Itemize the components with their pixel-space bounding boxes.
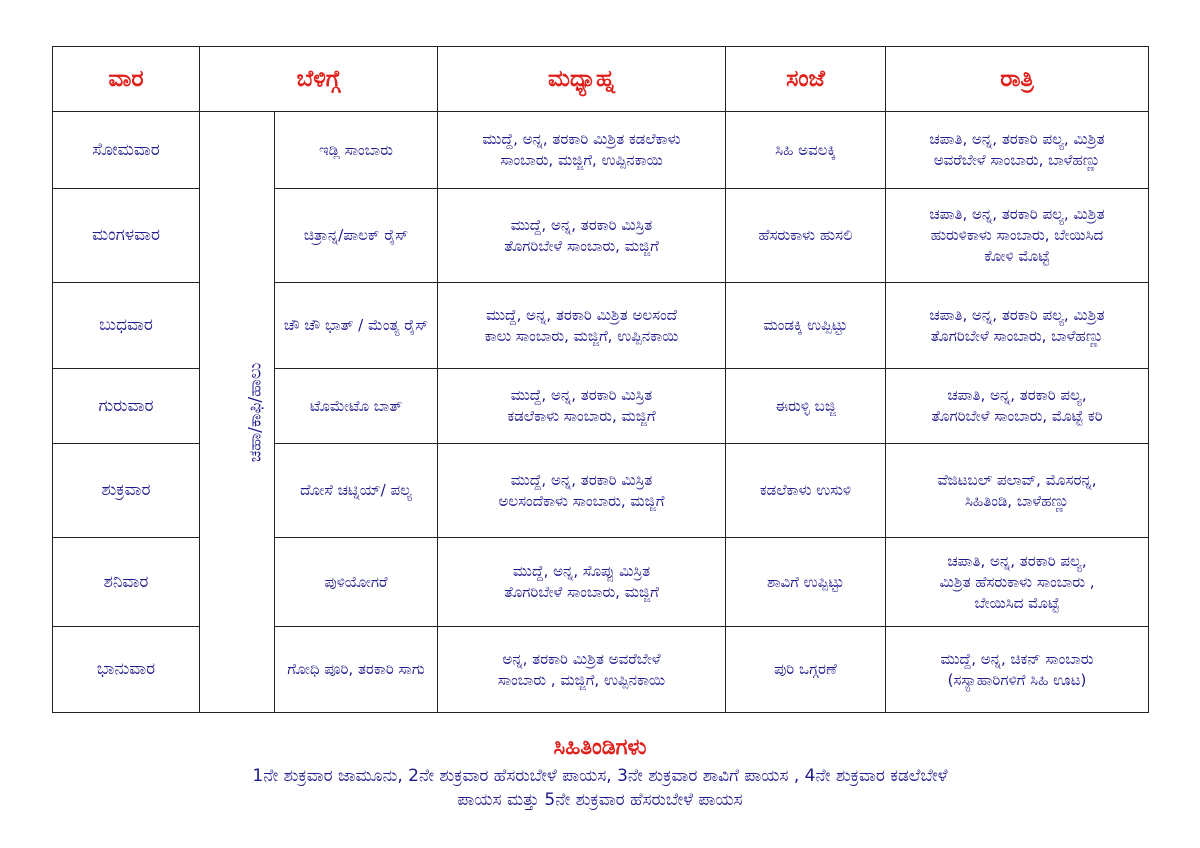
lunch-cell (438, 369, 726, 444)
dinner-cell (886, 112, 1149, 189)
lunch-line: ಸಾಂಬಾರು , ಮಜ್ಜಿಗೆ, ಉಪ್ಪಿನಕಾಯಿ (497, 670, 666, 689)
day-cell: ಸೋಮವಾರ (53, 112, 200, 189)
evening-snack-cell: ಮಂಡಕ್ಕಿ ಉಪ್ಪಿಟ್ಟು (726, 283, 886, 369)
evening-snack-cell: ಸಿಹಿ ಅವಲಕ್ಕಿ (726, 112, 886, 189)
dinner-line: ಚಪಾತಿ, ಅನ್ನ, ತರಕಾರಿ ಪಲ್ಯ, (947, 386, 1087, 404)
dinner-cell (886, 189, 1149, 283)
lunch-line: ಮುದ್ದೆ, ಅನ್ನ, ಸೊಪ್ಪು ಮಿಸ್ರಿತ (512, 562, 651, 580)
sweets-title: ಸಿಹಿತಿಂಡಿಗಳು (553, 735, 647, 760)
evening-snack-cell: ಹೆಸರುಕಾಳು ಹುಸಲಿ (726, 189, 886, 283)
dinner-line: ವೆಜಿಟಬಲ್ ಪಲಾವ್, ಮೊಸರನ್ನ, (937, 470, 1097, 489)
lunch-line: ಮುದ್ದೆ, ಅನ್ನ, ತರಕಾರಿ ಮಿಸ್ರಿತ (510, 215, 653, 234)
lunch-cell (438, 538, 726, 627)
lunch-line: ಮುದ್ದೆ, ಅನ್ನ, ತರಕಾರಿ ಮಿಶ್ರಿತ ಅಲಸಂದೆ (485, 305, 678, 324)
dinner-line: ತೊಗರಿಬೇಳೆ ಸಾಂಬಾರು, ಬಾಳೆಹಣ್ಣು (930, 326, 1104, 345)
evening-snack-cell: ಶಾವಿಗೆ ಉಪ್ಪಿಟ್ಟು (726, 538, 886, 627)
lunch-cell (438, 444, 726, 538)
drink-cell (200, 112, 275, 713)
lunch-line: ತೊಗರಿಬೇಳೆ ಸಾಂಬಾರು, ಮಜ್ಜಿಗೆ (504, 583, 659, 601)
lunch-line: ಮುದ್ದೆ, ಅನ್ನ, ತರಕಾರಿ ಮಿಸ್ರಿತ (510, 386, 653, 404)
weekly-menu-table (52, 46, 1149, 713)
lunch-cell (438, 283, 726, 369)
sweets-line: 1ನೇ ಶುಕ್ರವಾರ ಜಾಮೂನು, 2ನೇ ಶುಕ್ರವಾರ ಹೆಸರುಬೇಳೆ ಪಾಯಸ, 3ನೇ ಶುಕ್ರವಾರ ಶಾವಿಗೆ ಪಾಯಸ , 4ನೇ ಶುಕ್ರವಾರ ಕಡಲೆಬೇಳೆ (252, 766, 948, 786)
dinner-line: ಬೇಯಿಸಿದ ಮೊಟ್ಟೆ (974, 593, 1060, 612)
lunch-line: ಮುದ್ದೆ, ಅನ್ನ, ತರಕಾರಿ ಮಿಸ್ರಿತ (510, 470, 653, 489)
dinner-line: ತೊಗರಿಬೇಳೆ ಸಾಂಬಾರು, ಮೊಟ್ಟೆ ಕರಿ (931, 407, 1103, 425)
lunch-line: ಅನ್ನ, ತರಕಾರಿ ಮಿಶ್ರಿತ ಅವರೆಬೇಳೆ (502, 649, 661, 668)
dinner-line: ಚಪಾತಿ, ಅನ್ನ, ತರಕಾರಿ ಪಲ್ಯ, ಮಿಶ್ರಿತ (929, 205, 1105, 223)
breakfast-cell: ಚೌ ಚೌ ಭಾತ್ / ಮೆಂತ್ಯ ರೈಸ್ (275, 283, 438, 369)
header-afternoon: ಮಧ್ಯಾಹ್ನ (438, 47, 726, 112)
evening-snack-cell: ಪುರಿ ಒಗ್ಗರಣೆ (726, 627, 886, 713)
lunch-line: ಮುದ್ದೆ, ಅನ್ನ, ತರಕಾರಿ ಮಿಶ್ರಿತ ಕಡಲೆಕಾಳು (482, 130, 681, 148)
day-cell: ಶನಿವಾರ (53, 538, 200, 627)
lunch-line: ತೊಗರಿಬೇಳೆ ಸಾಂಬಾರು, ಮಜ್ಜಿಗೆ (504, 236, 659, 255)
dinner-cell (886, 538, 1149, 627)
sweets-footer (0, 732, 1200, 812)
evening-snack-cell: ಕಡಲೆಕಾಳು ಉಸುಳಿ (726, 444, 886, 538)
dinner-line: ಅವರೆಬೇಳೆ ಸಾಂಬಾರು, ಬಾಳೆಹಣ್ಣು (933, 151, 1101, 169)
breakfast-cell: ಇಡ್ಲಿ ಸಾಂಬಾರು (275, 112, 438, 189)
dinner-cell (886, 627, 1149, 713)
dinner-line: ಚಪಾತಿ, ಅನ್ನ, ತರಕಾರಿ ಪಲ್ಯ, ಮಿಶ್ರಿತ (929, 130, 1105, 148)
day-cell: ಮಂಗಳವಾರ (53, 189, 200, 283)
lunch-line: ಕಾಲು ಸಾಂಬಾರು, ಮಜ್ಜಿಗೆ, ಉಪ್ಪಿನಕಾಯಿ (484, 326, 679, 345)
lunch-cell (438, 189, 726, 283)
day-cell: ಶುಕ್ರವಾರ (53, 444, 200, 538)
dinner-line: (ಸಸ್ಯಾಹಾರಿಗಳಿಗೆ ಸಿಹಿ ಊಟ) (947, 670, 1087, 689)
header-night: ರಾತ್ರಿ (886, 47, 1149, 112)
dinner-line: ಚಪಾತಿ, ಅನ್ನ, ತರಕಾರಿ ಪಲ್ಯ, ಮಿಶ್ರಿತ (929, 305, 1105, 324)
dinner-line: ಕೋಳಿ ಮೊಟ್ಟೆ (984, 247, 1050, 265)
evening-snack-cell: ಈರುಳ್ಳಿ ಬಜ್ಜಿ (726, 369, 886, 444)
table-row (53, 112, 1149, 189)
header-row (53, 47, 1149, 112)
breakfast-cell: ಚಿತ್ರಾನ್ನ/ಪಾಲಕ್ ರೈಸ್ (275, 189, 438, 283)
breakfast-cell: ಟೊಮೇಟೊ ಬಾತ್ (275, 369, 438, 444)
sweets-line: ಪಾಯಸ ಮತ್ತು 5ನೇ ಶುಕ್ರವಾರ ಹೆಸರುಬೇಳೆ ಪಾಯಸ (457, 790, 743, 810)
dinner-line: ಹುರುಳಿಕಾಳು ಸಾಂಬಾರು, ಬೇಯಿಸಿದ (930, 226, 1104, 244)
header-day: ವಾರ (53, 47, 200, 112)
header-morning: ಬೆಳಿಗ್ಗೆ (200, 47, 438, 112)
lunch-cell (438, 627, 726, 713)
day-cell: ಬುಧವಾರ (53, 283, 200, 369)
dinner-line: ಮಿಶ್ರಿತ ಹೆಸರುಕಾಳು ಸಾಂಬಾರು , (939, 572, 1095, 591)
dinner-cell (886, 444, 1149, 538)
dinner-line: ಮುದ್ದೆ, ಅನ್ನ, ಚಿಕನ್ ಸಾಂಬಾರು (940, 649, 1094, 668)
breakfast-cell: ದೋಸೆ ಚಟ್ನಿಯ್/ ಪಲ್ಯ (275, 444, 438, 538)
day-cell: ಗುರುವಾರ (53, 369, 200, 444)
day-cell: ಭಾನುವಾರ (53, 627, 200, 713)
dinner-cell (886, 283, 1149, 369)
dinner-line: ಸಿಹಿತಿಂಡಿ, ಬಾಳೆಹಣ್ಣು (964, 491, 1070, 510)
dinner-cell (886, 369, 1149, 444)
lunch-line: ಅಲಸಂದೆಕಾಳು ಸಾಂಬಾರು, ಮಜ್ಜಿಗೆ (498, 491, 665, 510)
dinner-line: ಚಪಾತಿ, ಅನ್ನ, ತರಕಾರಿ ಪಲ್ಯ, (947, 551, 1087, 570)
lunch-line: ಸಾಂಬಾರು, ಮಜ್ಜಿಗೆ, ಉಪ್ಪಿನಕಾಯಿ (500, 151, 663, 169)
breakfast-cell: ಗೋಧಿ ಪೂರಿ, ತರಕಾರಿ ಸಾಗು (275, 627, 438, 713)
header-evening: ಸಂಜೆ (726, 47, 886, 112)
lunch-cell (438, 112, 726, 189)
drink-label: ಚಹಾ/ಕಾಫಿ/ಹಾಲು (245, 362, 266, 462)
lunch-line: ಕಡಲೆಕಾಳು ಸಾಂಬಾರು, ಮಜ್ಜಿಗೆ (507, 407, 656, 425)
breakfast-cell: ಪುಳಿಯೋಗರೆ (275, 538, 438, 627)
